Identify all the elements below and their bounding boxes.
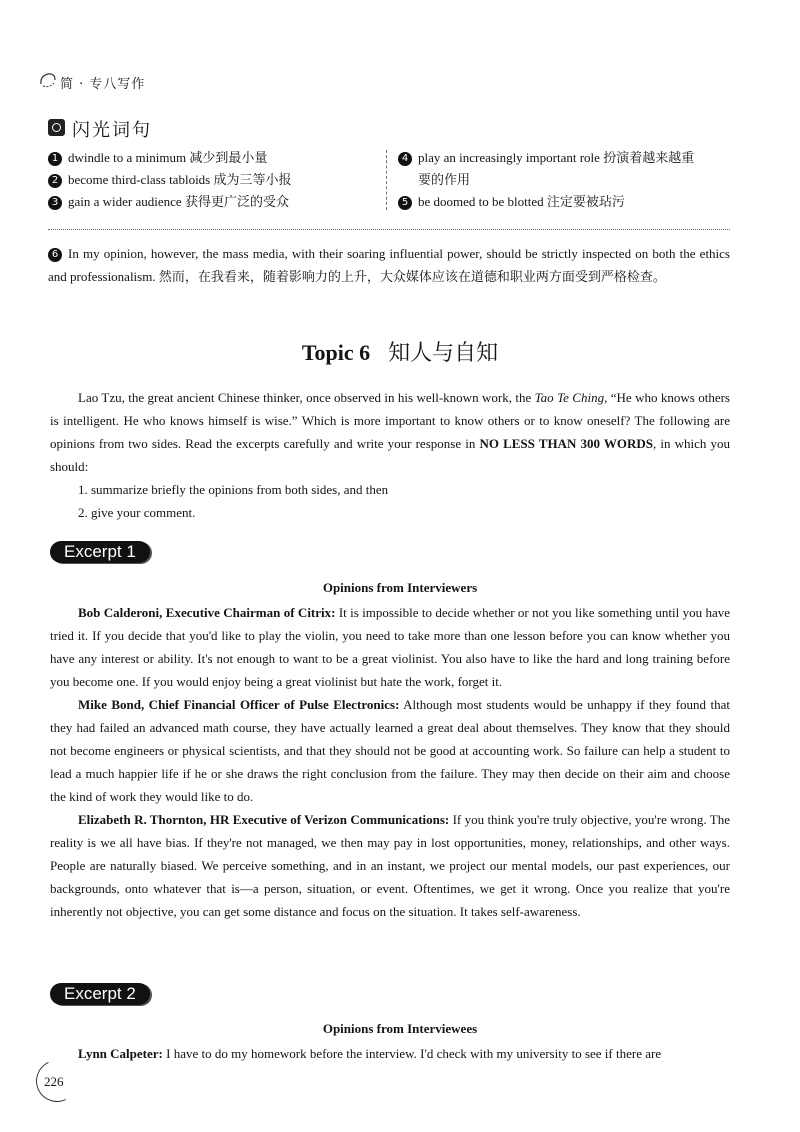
flash-item-continued: 要的作用: [418, 172, 471, 187]
flash-item: 4 play an increasingly important role 扮演着越来越重: [398, 147, 738, 169]
item-number-icon: 5: [398, 196, 412, 210]
instruction-item: 1. summarize briefly the opinions from both sides, and then: [78, 482, 389, 497]
flash-item: 2 become third-class tabloids 成为三等小报: [48, 169, 378, 191]
flash-item: 3 gain a wider audience 获得更广泛的受众: [48, 191, 378, 213]
instruction-item: 2. give your comment.: [78, 505, 196, 520]
item-number-icon: 2: [48, 174, 62, 188]
item-number-icon: 3: [48, 196, 62, 210]
opinion-paragraph: Elizabeth R. Thornton, HR Executive of Verizon Communications: If you think you're truly objective, you're wrong. The reality is we all have bias. If they're not managed, we then may pay in lost opportunities, money, relationships, and other ways. People are naturally biased. We perceive something, and in an instant, we project our mental models, our past experiences, our backgrounds, onto whatever that is—a person, situation, or event. Oftentimes, we get it wrong. Once you realize that you're inherently not objective, you can get some distance and focus on the situation. It takes self-awareness.: [50, 812, 730, 919]
flash-right-list: [398, 147, 738, 213]
page-number: 226: [44, 1074, 64, 1089]
section-icon: [48, 119, 65, 136]
excerpt-1-badge: Excerpt 1: [50, 541, 150, 563]
topic-title: Topic 6 知人与自知: [301, 340, 499, 366]
flash-section-title: 闪光词句: [72, 120, 152, 141]
flash-left-list: [48, 147, 378, 213]
dotted-divider: [48, 229, 730, 230]
header-section-label: 简 · 专八写作: [60, 77, 146, 92]
item-number-icon: 6: [48, 248, 62, 262]
excerpt-2-body: [50, 1042, 730, 1065]
opinion-paragraph: Bob Calderoni, Executive Chairman of Citrix: It is impossible to decide whether or not you like something until you have tried it. If you decide that you'd like to play the violin, you need to take more than one lesson before you can know whether you have any interest or ability. It's not enough to want to be a great violinist. You also have to like the hard and long training before you become one. If you would enjoy being a great violinist but hate the work, forget it.: [50, 605, 730, 689]
column-divider: [386, 150, 387, 210]
opinion-paragraph: Lynn Calpeter: I have to do my homework before the interview. I'd check with my university to see if there are: [78, 1046, 662, 1061]
flash-item: 5 be doomed to be blotted 注定要被玷污: [398, 191, 738, 213]
intro-paragraph: Lao Tzu, the great ancient Chinese thinker, once observed in his well-known work, the Tao Te Ching, “He who knows others is intelligent. He who knows himself is wise.” Which is more important to know others or to know oneself? The following are opinions from two sides. Read the excerpts carefully and write your response in NO LESS THAN 300 WORDS, in which you should: 1. summarize briefly the opinions from both sides, and then 2. give your comment.: [50, 386, 730, 524]
item-number-icon: 1: [48, 152, 62, 166]
item-number-icon: 4: [398, 152, 412, 166]
excerpt-2-badge: Excerpt 2: [50, 983, 150, 1005]
opinion-paragraph: Mike Bond, Chief Financial Officer of Pulse Electronics: Although most students would be unhappy if they found that they had failed an advanced math course, they have actually learned a great deal about themselves. They know that they should not become engineers or physical scientists, and that they should not be good at accounting work. So failure can help a student to lead a much happier life if he or she draws the right conclusion from the failure. They may then decide on their aim and choose the kind of work they would like to do.: [50, 697, 731, 804]
header-logo-icon: [38, 70, 58, 90]
excerpt-1-body: [50, 601, 730, 923]
excerpt-2-heading: Opinions from Interviewees: [322, 1021, 478, 1036]
flash-sentence: 6 In my opinion, however, the mass media, with their soaring influential power, should be strictly inspected on both the ethics and professionalism. 然而，在我看来，随着影响力的上升，大众媒体应该在道德和职业两方面受到严格检查。: [48, 246, 730, 284]
flash-item: 1 dwindle to a minimum 减少到最小量: [48, 147, 378, 169]
excerpt-1-heading: Opinions from Interviewers: [322, 580, 478, 595]
